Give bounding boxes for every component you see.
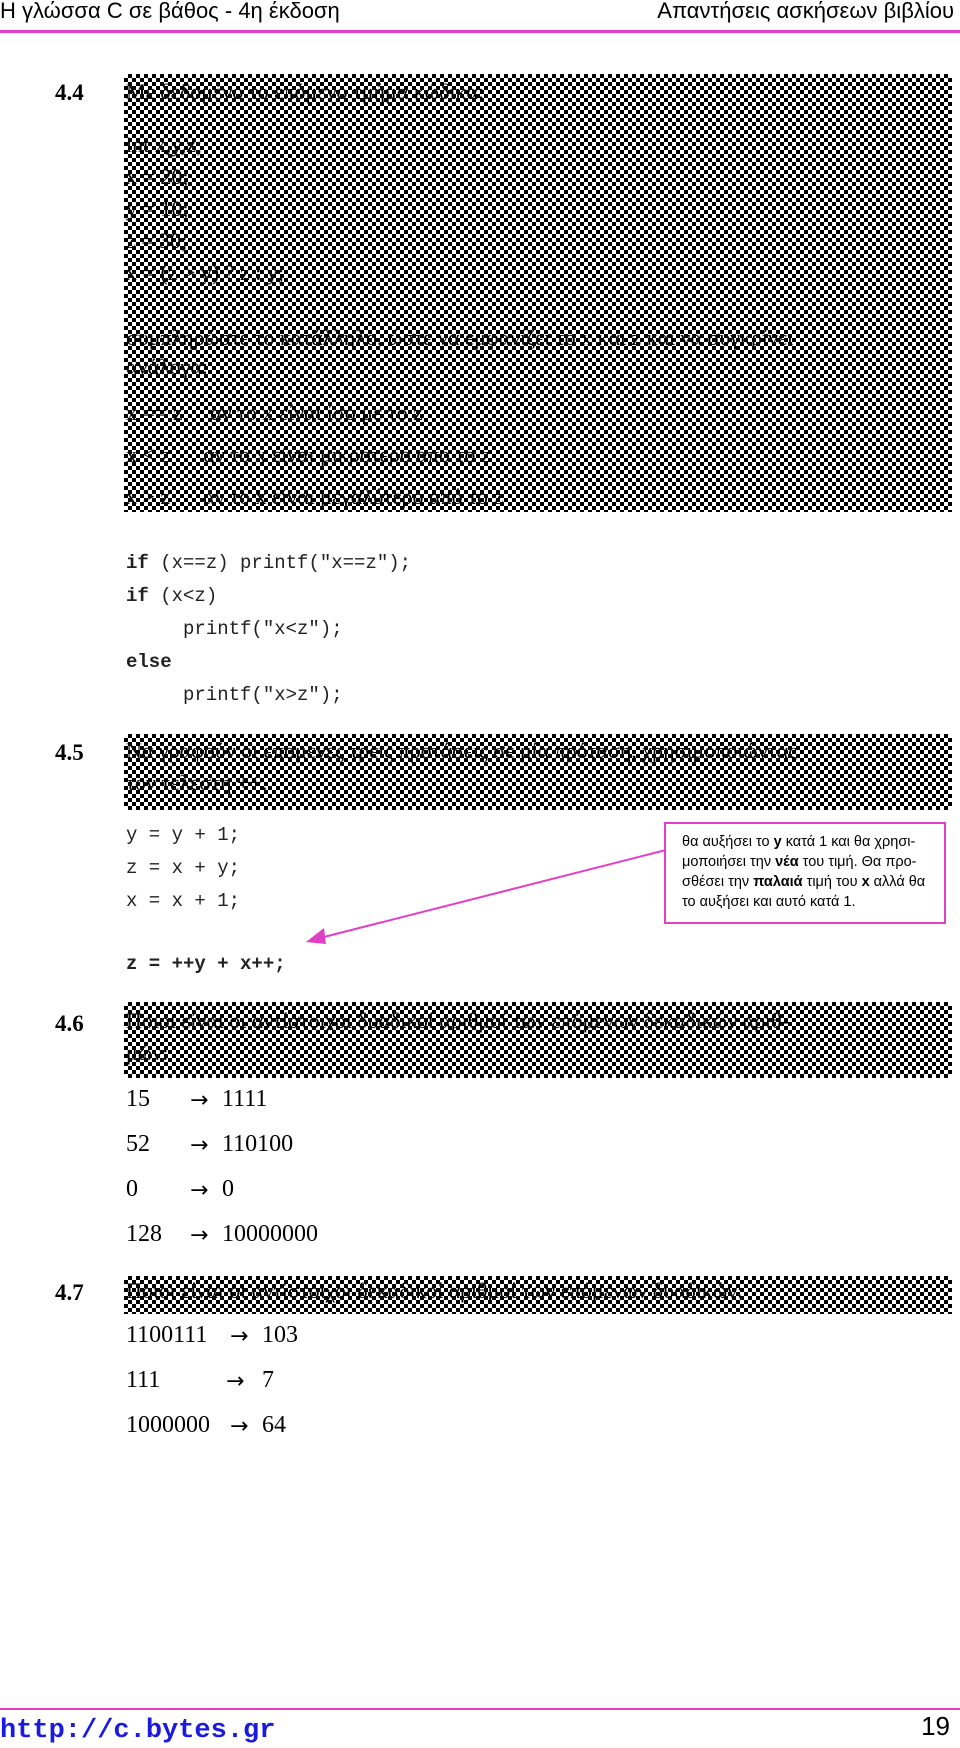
answer-code: z = ++y + x++; (126, 953, 286, 975)
question-line: x > z αν το x είναι μεγαλύτερο από το z (126, 484, 504, 509)
code-line: x = x + 1; (126, 890, 241, 912)
page-number: 19 (921, 1711, 950, 1741)
code-line: z = x + y; (126, 857, 241, 879)
note-text: θα αυξήσει το (682, 834, 774, 850)
arrow-icon: → (226, 1369, 245, 1394)
code-text: (x==z) printf("x==z"); (148, 552, 412, 574)
note-bold: x (861, 874, 870, 890)
question-line: x < z αν το x είναι μικρότερο από το z (126, 442, 491, 467)
arrow-icon: → (230, 1414, 249, 1439)
question-line: x = 20; (126, 164, 189, 189)
binary-value: 1000000 (126, 1412, 210, 1438)
section-title: Απαντήσεις ασκήσεων βιβλίου (657, 0, 954, 23)
exercise-number: 4.5 (55, 740, 84, 765)
code-line: y = y + 1; (126, 824, 241, 846)
binary-value: 0 (222, 1176, 234, 1202)
note-text: αλλά θα το αυξήσει και αυτό κατά 1. (682, 874, 926, 910)
note-text: κατά 1 και θα χρησι-μοποιήσει την (682, 834, 916, 870)
question-line: τον τελεστή ++. (126, 770, 268, 795)
question-line: Να γραφούν οι επόμενες τρεις προτάσεις σε μία πρόταση, χρησιμοποιώντας (126, 738, 797, 763)
exercise-number: 4.6 (55, 1011, 84, 1036)
binary-value: 10000000 (222, 1221, 318, 1247)
keyword: if (126, 585, 149, 607)
website-link[interactable]: http://c.bytes.gr (0, 1716, 276, 1746)
question-line: x == z αν το x είναι ίσο με το z (126, 400, 423, 425)
arrow-icon: → (190, 1088, 209, 1113)
code-text: printf("x<z"); (126, 618, 343, 640)
note-text: του τιμή. Θα προ-σθέσει την (682, 854, 917, 890)
question-line: int x,y,z; (126, 132, 203, 157)
arrow-icon: → (190, 1133, 209, 1158)
question-line: μών: (126, 1040, 169, 1065)
question-line: y = 10; (126, 196, 189, 221)
code-text: printf("x>z"); (126, 684, 343, 706)
exercise-number: 4.7 (55, 1280, 84, 1305)
code-text: (x<z) (148, 585, 218, 607)
note-text: τιμή του (802, 874, 862, 890)
decimal-value: 128 (126, 1221, 162, 1247)
arrow-icon: → (190, 1178, 209, 1203)
note-bold: νέα (775, 854, 799, 870)
arrow-icon: → (230, 1324, 249, 1349)
binary-value: 1100111 (126, 1322, 208, 1348)
question-line: x = (z > y) ? z : y; (126, 260, 284, 285)
question-line: ανάλογα: (126, 354, 209, 379)
question-line: Ποιοι είναι οι αντίστοιχοι δυαδικοί αριθμοί των επόμενων δεκαδικών αριθ- (126, 1008, 789, 1033)
decimal-value: 52 (126, 1131, 150, 1157)
binary-value: 111 (126, 1367, 161, 1393)
question-line: Με δεδομένο το επόμενο τμήμα κώδικα: (126, 79, 485, 104)
question-line: z = 30; (126, 228, 188, 253)
keyword: else (126, 651, 172, 673)
decimal-value: 0 (126, 1176, 138, 1202)
book-title: Η γλώσσα C σε βάθος - 4η έκδοση (0, 0, 340, 23)
question-line: συμπληρώστε το κατάλληλο, ώστε να εμφανίζει το x και z και να συγκρίνει (126, 325, 794, 350)
note-bold: παλαιά (753, 874, 803, 890)
decimal-value: 64 (262, 1412, 286, 1438)
exercise-number: 4.4 (55, 80, 84, 105)
decimal-value: 7 (262, 1367, 274, 1393)
keyword: if (126, 552, 149, 574)
note-bold: y (773, 834, 782, 850)
footer-rule (0, 1708, 960, 1710)
decimal-value: 15 (126, 1086, 150, 1112)
question-line: Ποιοι είναι οι αντίστοιχοι δεκαδικοί αριθμοί των επόμενων δυαδικών: (126, 1278, 744, 1303)
binary-value: 1111 (222, 1086, 268, 1112)
binary-value: 110100 (222, 1131, 294, 1157)
arrow-icon: → (190, 1223, 209, 1248)
decimal-value: 103 (262, 1322, 298, 1348)
